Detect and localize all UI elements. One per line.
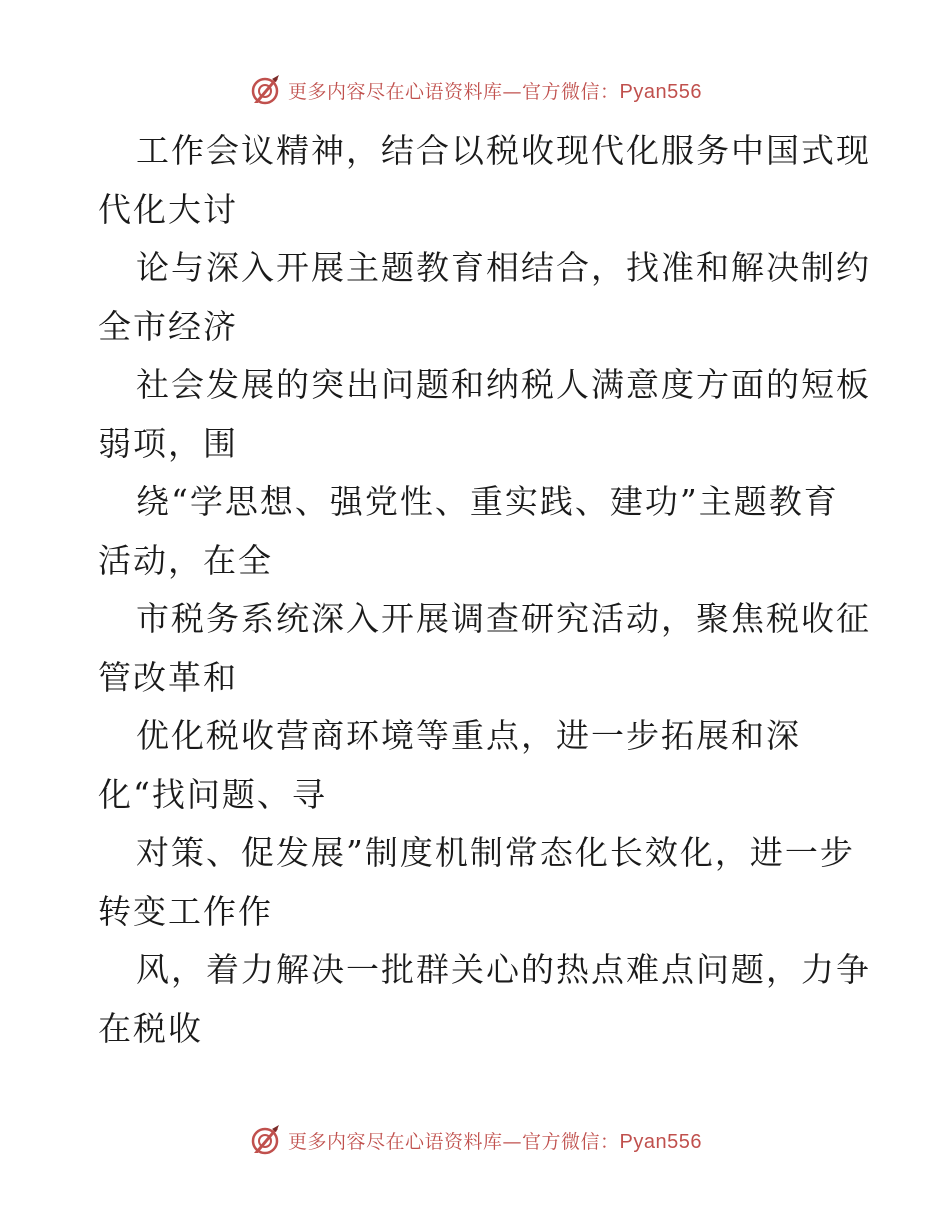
document-body <box>98 122 871 1058</box>
banner-wechat-id: Pyan556 <box>619 1130 702 1153</box>
banner-wechat-label: 官方微信： <box>522 1130 620 1153</box>
banner-main-text: 更多内容尽在心语资料库 <box>288 1130 503 1153</box>
banner-separator: — <box>502 80 523 103</box>
text-line: 在税收 <box>98 1008 203 1048</box>
banner-separator: — <box>502 1130 523 1153</box>
text-line: 优化税收营商环境等重点，进一步拓展和深 <box>136 716 801 755</box>
banner-wechat-id: Pyan556 <box>619 80 702 103</box>
text-line: 管改革和 <box>98 657 238 697</box>
text-line: 活动，在全 <box>98 540 273 580</box>
text-line: 风，着力解决一批群关心的热点难点问题，力争 <box>136 950 871 989</box>
text-line: 工作会议精神，结合以税收现代化服务中国式现 <box>136 131 871 170</box>
header-banner <box>0 70 950 110</box>
banner-wechat-label: 官方微信： <box>522 80 620 103</box>
text-line: 社会发展的突出问题和纳税人满意度方面的短板 <box>136 365 871 404</box>
text-line: 转变工作作 <box>98 891 273 931</box>
banner-text <box>288 77 702 104</box>
text-line: 绕“学思想、强党性、重实践、建功”主题教育 <box>136 482 839 521</box>
footer-banner <box>0 1120 950 1160</box>
text-line: 论与深入开展主题教育相结合，找准和解决制约 <box>136 248 871 287</box>
text-line: 市税务系统深入开展调查研究活动，聚焦税收征 <box>136 599 871 638</box>
text-line: 对策、促发展”制度机制常态化长效化，进一步 <box>136 833 855 872</box>
banner-main-text: 更多内容尽在心语资料库 <box>288 80 503 103</box>
banner-text <box>288 1127 702 1154</box>
text-line: 弱项，围 <box>98 423 238 463</box>
text-line: 全市经济 <box>98 306 238 346</box>
quill-logo-icon <box>248 1123 282 1157</box>
text-line: 代化大讨 <box>98 189 238 229</box>
quill-logo-icon <box>248 73 282 107</box>
text-line: 化“找问题、寻 <box>98 774 327 814</box>
